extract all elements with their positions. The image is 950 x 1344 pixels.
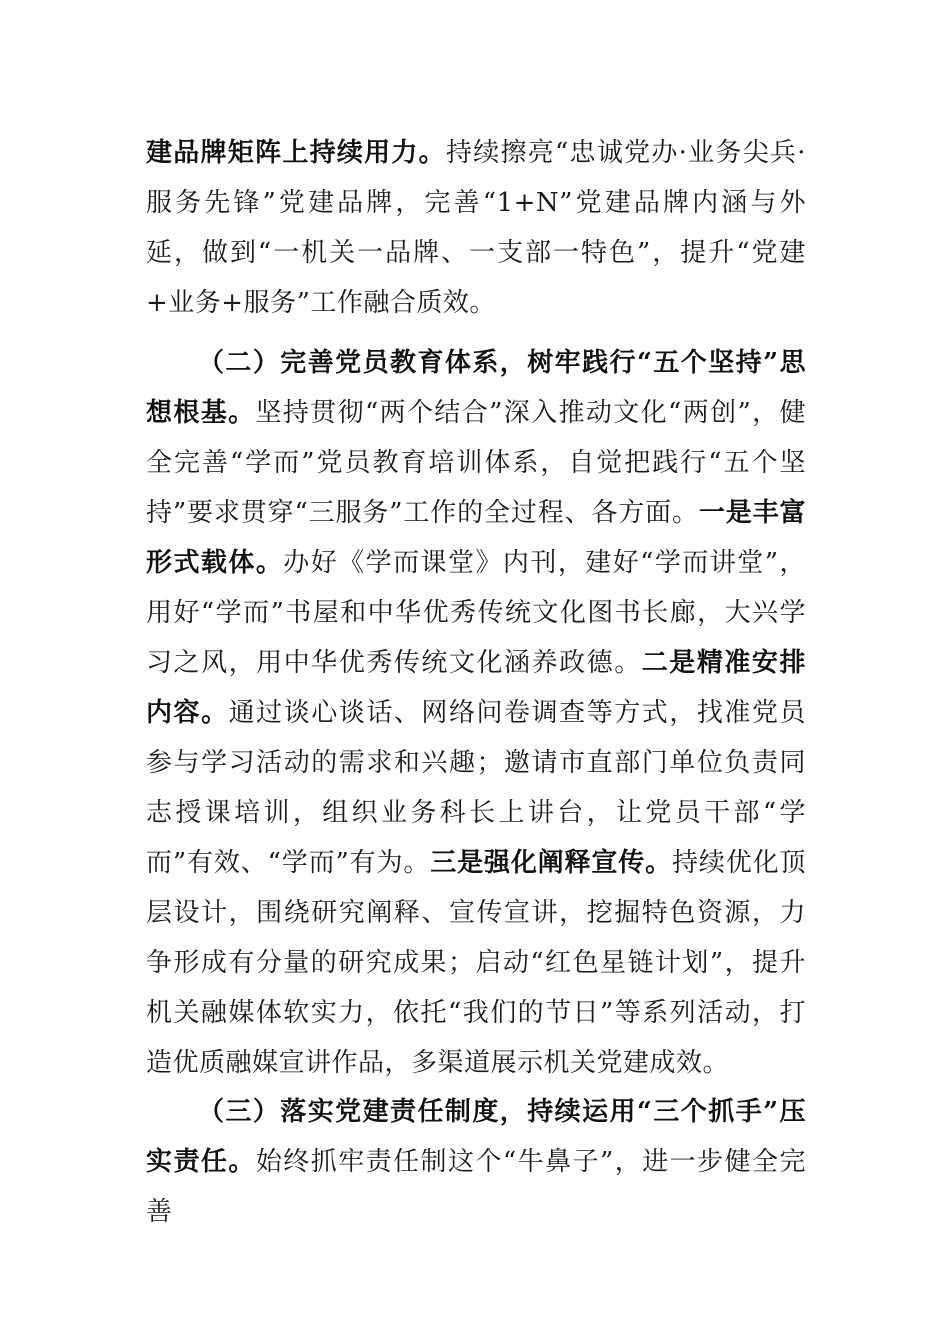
section-heading-2: （二）完善党员教育体系，树牢践行“五个坚持”思想根基。 (146, 348, 806, 428)
paragraph-body: 持续擦亮“忠诚党办·业务尖兵·服务先锋”党建品牌，完善“1+N”党建品牌内涵与外延，做到“一机关一品牌、一支部一特色”，提升“党建+业务+服务”工作融合质效。 (146, 138, 806, 318)
point-1-heading: 一是丰富形式载体。 (146, 498, 806, 578)
paragraph-party-education (146, 338, 806, 1088)
point-2-heading: 二是精准安排内容。 (146, 648, 806, 728)
paragraph-party-responsibility (146, 1087, 806, 1237)
point-1-body: 办好《学而课堂》内刊，建好“学而讲堂”，用好“学而”书屋和中华优秀传统文化图书长廊，大兴学习之风，用中华优秀传统文化涵养政德。 (146, 548, 806, 678)
paragraph-body: 坚持贯彻“两个结合”深入推动文化“两创”，健全完善“学而”党员教育培训体系，自觉把践行“五个坚持”要求贯穿“三服务”工作的全过程、各方面。 (146, 398, 806, 528)
point-3-body: 持续优化顶层设计，围绕研究阐释、宣传宣讲，挖掘特色资源，力争形成有分量的研究成果；启动“红色星链计划”，提升机关融媒体软实力，依托“我们的节日”等系列活动，打造优质融媒宣讲作品，多渠道展示机关党建成效。 (146, 848, 806, 1078)
section-heading-3: （三）落实党建责任制度，持续运用“三个抓手”压实责任。 (146, 1097, 806, 1177)
paragraph-body: 始终抓牢责任制这个“牛鼻子”，进一步健全完善 (146, 1147, 806, 1227)
point-2-body: 通过谈心谈话、网络问卷调查等方式，找准党员参与学习活动的需求和兴趣；邀请市直部门单位负责同志授课培训，组织业务科长上讲台，让党员干部“学而”有效、“学而”有为。 (146, 698, 806, 878)
paragraph-brand-matrix (146, 128, 806, 328)
paragraph-lead-bold: 建品牌矩阵上持续用力。 (146, 138, 446, 168)
point-3-heading: 三是强化阐释宣传。 (430, 848, 673, 878)
